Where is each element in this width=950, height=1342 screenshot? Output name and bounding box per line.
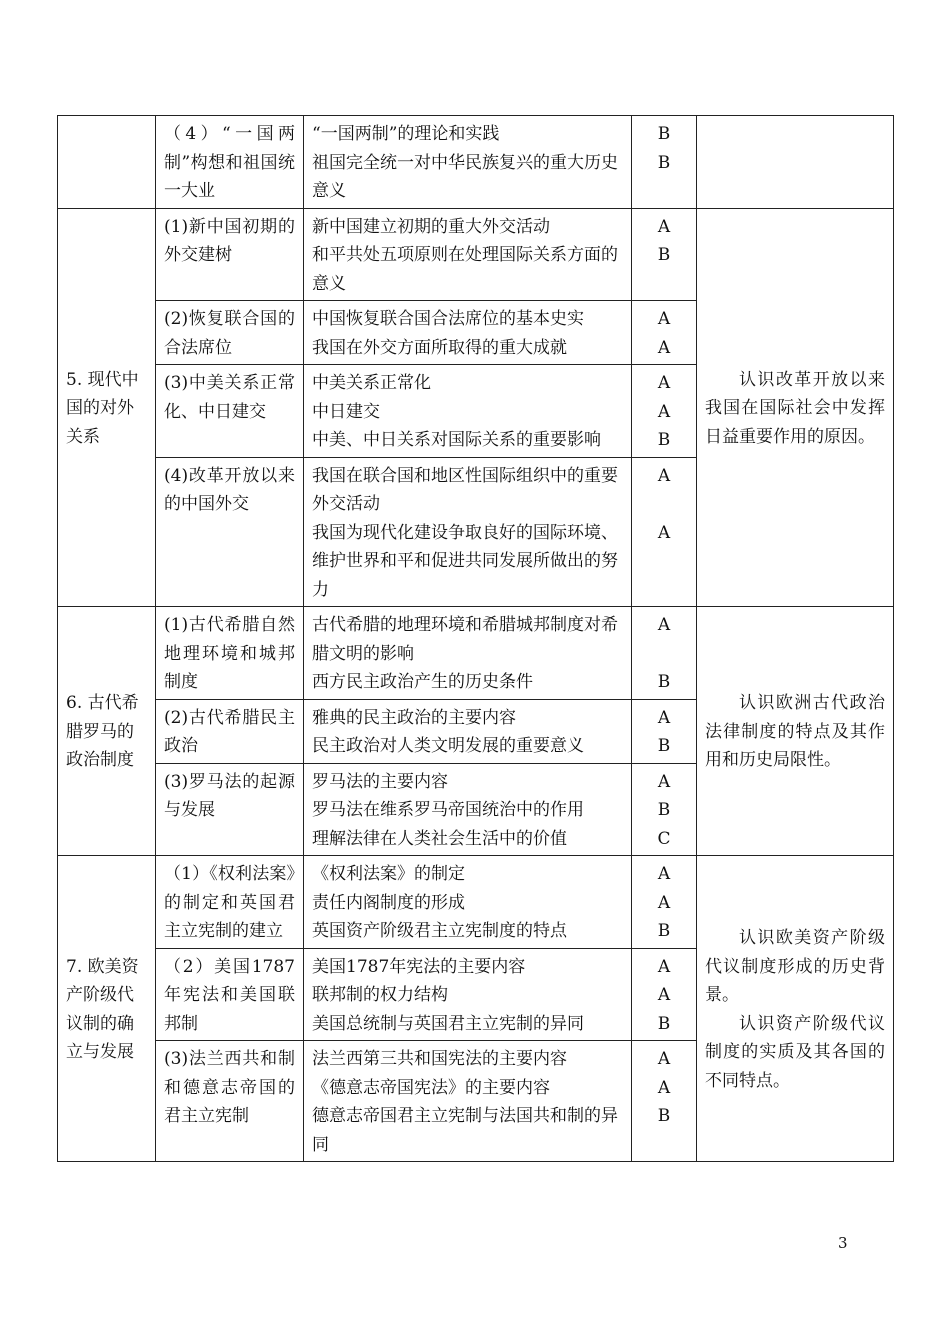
level-mark: A bbox=[657, 401, 671, 422]
level-mark: B bbox=[657, 124, 671, 144]
content-point: 责任内阁制度的形成 bbox=[312, 892, 465, 913]
content-points-cell bbox=[304, 116, 632, 209]
content-point: 我国在联合国和地区性国际组织中的重要外交活动 bbox=[312, 465, 618, 514]
level-mark: B bbox=[657, 1106, 671, 1126]
content-point: 新中国建立初期的重大外交活动 bbox=[312, 216, 550, 237]
content-point: 法兰西第三共和国宪法的主要内容 bbox=[312, 1049, 567, 1069]
level-mark: A bbox=[657, 771, 671, 792]
topic-cell: (2)恢复联合国的合法席位 bbox=[156, 301, 304, 365]
content-point: 中美关系正常化 bbox=[312, 373, 431, 393]
level-mark: B bbox=[657, 921, 671, 941]
topic-cell: （2）美国1787年宪法和美国联邦制 bbox=[156, 948, 304, 1041]
content-point: 《权利法案》的制定 bbox=[312, 864, 465, 884]
content-point: “一国两制”的理论和实践 bbox=[312, 124, 500, 144]
content-points-cell bbox=[304, 607, 632, 700]
theme-cell bbox=[58, 116, 156, 209]
level-cell bbox=[632, 208, 697, 301]
table-row bbox=[58, 116, 894, 209]
content-points-cell bbox=[304, 457, 632, 607]
content-point: 罗马法在维系罗马帝国统治中的作用 bbox=[312, 800, 584, 820]
content-points-cell bbox=[304, 699, 632, 763]
content-point: 古代希腊的地理环境和希腊城邦制度对希腊文明的影响 bbox=[312, 615, 618, 664]
level-cell bbox=[632, 365, 697, 458]
content-point: 英国资产阶级君主立宪制度的特点 bbox=[312, 921, 567, 941]
content-point: 和平共处五项原则在处理国际关系方面的意义 bbox=[312, 245, 618, 294]
topic-cell: (3)中美关系正常化、中日建交 bbox=[156, 365, 304, 458]
content-point: 联邦制的权力结构 bbox=[312, 985, 448, 1005]
content-point: 美国总统制与英国君主立宪制的异同 bbox=[312, 1013, 584, 1034]
content-points-cell bbox=[304, 301, 632, 365]
level-cell bbox=[632, 116, 697, 209]
theme-cell: 5. 现代中国的对外关系 bbox=[58, 208, 156, 607]
table-row bbox=[58, 208, 894, 301]
theme-cell: 7. 欧美资产阶级代议制的确立与发展 bbox=[58, 856, 156, 1162]
level-mark: A bbox=[657, 1049, 671, 1069]
table-row bbox=[58, 856, 894, 949]
content-point: 民主政治对人类文明发展的重要意义 bbox=[312, 736, 584, 756]
level-mark: A bbox=[657, 337, 671, 358]
content-points-cell bbox=[304, 1041, 632, 1162]
content-point: 我国在外交方面所取得的重大成就 bbox=[312, 337, 567, 358]
content-point: 美国1787年宪法的主要内容 bbox=[312, 956, 526, 977]
level-mark: B bbox=[657, 800, 671, 820]
content-points-cell bbox=[304, 856, 632, 949]
level-mark: A bbox=[657, 985, 671, 1005]
content-points-cell bbox=[304, 365, 632, 458]
level-mark: A bbox=[657, 864, 671, 884]
level-mark: B bbox=[657, 152, 671, 173]
spacer bbox=[640, 490, 688, 519]
level-cell bbox=[632, 1041, 697, 1162]
level-mark: B bbox=[657, 245, 671, 265]
topic-cell: (1)古代希腊自然地理环境和城邦制度 bbox=[156, 607, 304, 700]
content-points-cell bbox=[304, 948, 632, 1041]
level-mark: A bbox=[657, 707, 671, 728]
level-cell bbox=[632, 457, 697, 607]
goal-cell bbox=[697, 856, 894, 1162]
level-mark: A bbox=[657, 956, 671, 977]
content-point: 雅典的民主政治的主要内容 bbox=[312, 707, 516, 728]
topic-cell: （4）“一国两制”构想和祖国统一大业 bbox=[156, 116, 304, 209]
level-mark: A bbox=[657, 465, 671, 486]
content-points-cell bbox=[304, 208, 632, 301]
level-mark: C bbox=[657, 828, 671, 849]
content-point: 中美、中日关系对国际关系的重要影响 bbox=[312, 430, 601, 450]
syllabus-body bbox=[58, 116, 894, 1162]
level-cell bbox=[632, 699, 697, 763]
page-number: 3 bbox=[838, 1234, 848, 1252]
goal-text: 认识改革开放以来我国在国际社会中发挥日益重要作用的原因。 bbox=[705, 369, 885, 447]
content-point: 罗马法的主要内容 bbox=[312, 771, 448, 792]
level-mark: A bbox=[657, 373, 671, 393]
level-mark: A bbox=[657, 1077, 671, 1098]
topic-cell: (2)古代希腊民主政治 bbox=[156, 699, 304, 763]
topic-cell: (3)法兰西共和制和德意志帝国的君主立宪制 bbox=[156, 1041, 304, 1162]
level-cell bbox=[632, 763, 697, 856]
content-point: 德意志帝国君主立宪制与法国共和制的异同 bbox=[312, 1106, 618, 1155]
syllabus-table bbox=[57, 115, 894, 1162]
content-point: 《德意志帝国宪法》的主要内容 bbox=[312, 1077, 550, 1098]
level-mark: B bbox=[657, 672, 671, 692]
content-point: 西方民主政治产生的历史条件 bbox=[312, 672, 533, 692]
level-mark: A bbox=[657, 892, 671, 913]
table-row bbox=[58, 607, 894, 700]
goal-cell bbox=[697, 208, 894, 607]
topic-cell: (3)罗马法的起源与发展 bbox=[156, 763, 304, 856]
level-cell bbox=[632, 607, 697, 700]
theme-cell: 6. 古代希腊罗马的政治制度 bbox=[58, 607, 156, 856]
content-point: 中国恢复联合国合法席位的基本史实 bbox=[312, 309, 584, 329]
content-point: 理解法律在人类社会生活中的价值 bbox=[312, 828, 567, 849]
level-mark: A bbox=[657, 615, 671, 635]
goal-cell bbox=[697, 607, 894, 856]
content-points-cell bbox=[304, 763, 632, 856]
level-cell bbox=[632, 856, 697, 949]
spacer bbox=[640, 640, 688, 669]
level-mark: A bbox=[657, 309, 671, 329]
content-point: 祖国完全统一对中华民族复兴的重大历史意义 bbox=[312, 152, 618, 201]
level-mark: A bbox=[657, 216, 671, 237]
goal-text: 认识欧美资产阶级代议制度形成的历史背景。 bbox=[705, 928, 885, 1005]
level-mark: B bbox=[657, 1013, 671, 1034]
goal-text: 认识资产阶级代议制度的实质及其各国的不同特点。 bbox=[705, 1013, 885, 1091]
goal-text: 认识欧洲古代政治法律制度的特点及其作用和历史局限性。 bbox=[705, 693, 885, 771]
topic-cell: (4)改革开放以来的中国外交 bbox=[156, 457, 304, 607]
level-cell bbox=[632, 948, 697, 1041]
goal-cell bbox=[697, 116, 894, 209]
content-point: 我国为现代化建设争取良好的国际环境、维护世界和平和促进共同发展所做出的努力 bbox=[312, 522, 618, 600]
level-mark: A bbox=[657, 522, 671, 543]
level-cell bbox=[632, 301, 697, 365]
level-mark: B bbox=[657, 736, 671, 756]
topic-cell: (1)新中国初期的外交建树 bbox=[156, 208, 304, 301]
level-mark: B bbox=[657, 430, 671, 450]
content-point: 中日建交 bbox=[312, 401, 380, 422]
topic-cell: （1）《权利法案》的制定和英国君主立宪制的建立 bbox=[156, 856, 304, 949]
